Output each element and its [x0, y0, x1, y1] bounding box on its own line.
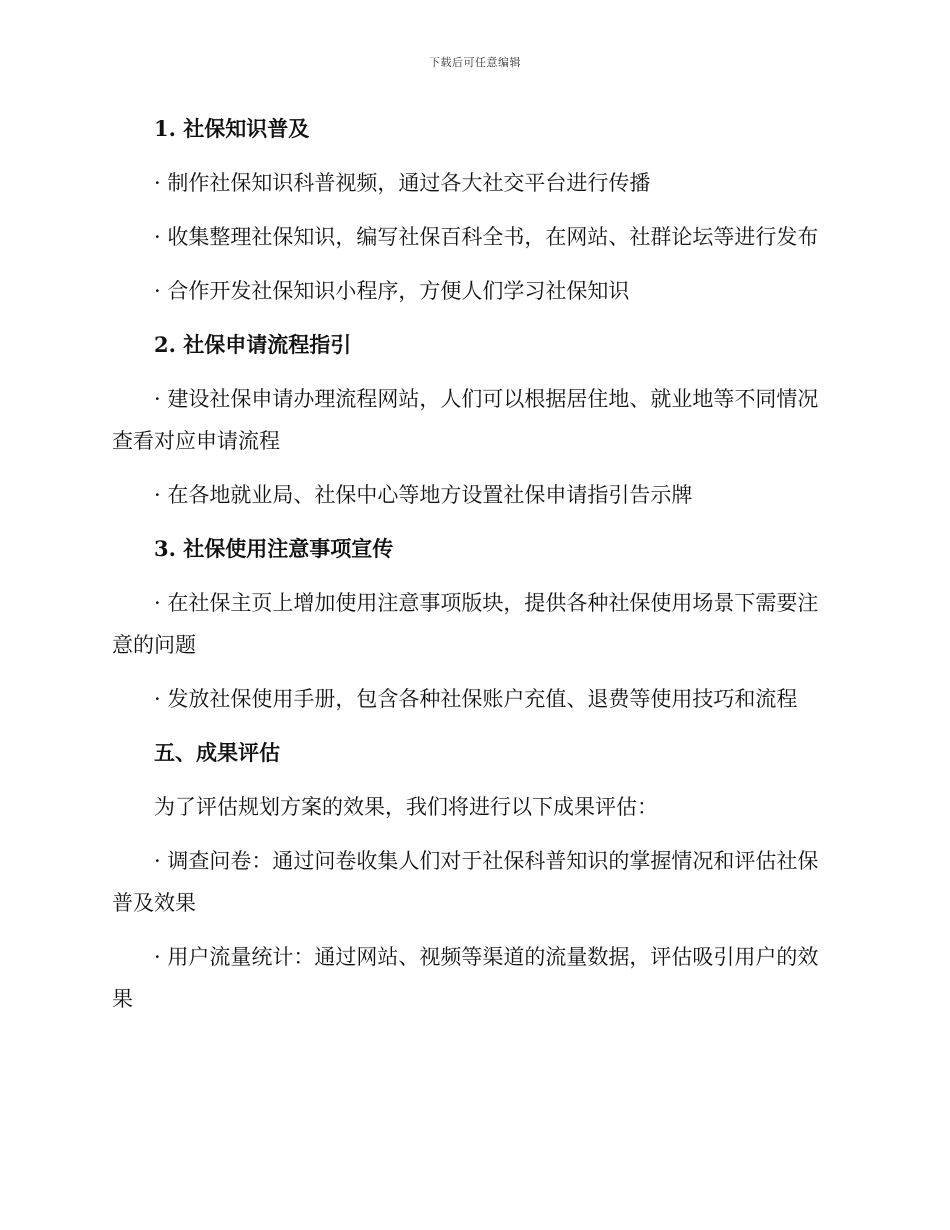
bullet-paragraph: · 在各地就业局、社保中心等地方设置社保申请指引告示牌 — [154, 483, 693, 507]
body-paragraph: 为了评估规划方案的效果，我们将进行以下成果评估： — [154, 795, 658, 819]
bullet-paragraph: · 制作社保知识科普视频，通过各大社交平台进行传播 — [154, 171, 651, 195]
section-heading-3: 3. 社保使用注意事项宣传 — [154, 536, 394, 561]
bullet-paragraph: · 发放社保使用手册，包含各种社保账户充值、退费等使用技巧和流程 — [154, 687, 798, 711]
bullet-paragraph: · 合作开发社保知识小程序，方便人们学习社保知识 — [154, 279, 630, 303]
bullet-paragraph: · 建设社保申请办理流程网站，人们可以根据居住地、就业地等不同情况查看对应申请流程 — [112, 387, 819, 453]
bullet-paragraph: · 调查问卷：通过问卷收集人们对于社保科普知识的掌握情况和评估社保普及效果 — [112, 849, 819, 915]
bullet-paragraph: · 用户流量统计：通过网站、视频等渠道的流量数据，评估吸引用户的效果 — [112, 945, 819, 1011]
bullet-paragraph: · 收集整理社保知识，编写社保百科全书，在网站、社群论坛等进行发布 — [154, 225, 819, 249]
section-heading-1: 1. 社保知识普及 — [154, 116, 310, 141]
document-body — [112, 108, 822, 1032]
section-heading-2: 2. 社保申请流程指引 — [154, 332, 352, 357]
bullet-paragraph: · 在社保主页上增加使用注意事项版块，提供各种社保使用场景下需要注意的问题 — [112, 591, 819, 657]
section-heading-5: 五、成果评估 — [154, 740, 280, 765]
page-header: 下载后可任意编辑 — [429, 56, 521, 69]
